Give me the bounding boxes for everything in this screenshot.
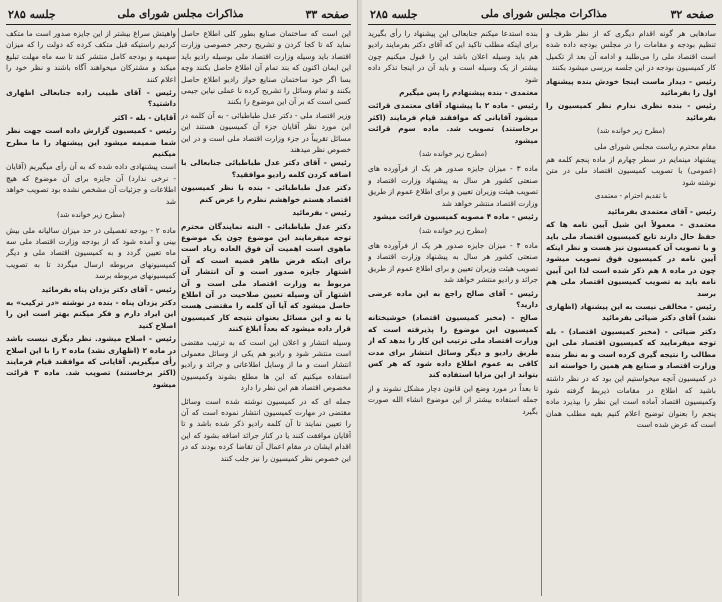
speaker-paragraph: رئیس - آقای دکتر عدل طباطبائی جنابعالی با اضافه کردن کلمه رادیو موافقید؟ (181, 158, 351, 179)
paragraph: وزیر اقتصاد ملی - دکتر عدل طباطبائی - به آن کلمه در این مورد نظر آقایان جزء آن کمیسیون هستند این مسائل تقریباً در جزء وزارت اقتصاد ملی است و در این خصوص نظر میدهند (181, 110, 351, 155)
speaker-paragraph: دکتر عدل طباطبائی - بنده با نظر کمیسیون اقتصاد هستم خواهشم نظرم را عرض کنم (181, 183, 351, 204)
paragraph: ماده ۲ - بودجه تفصیلی در حد میزان سالیانه ملی بیش بینی و آمده شود که از بودجه وزارت اقتصاد ملی سه ماه تعیین گردد و به کمیسیون اقتصاد ملی و دیگر کمیسیونهای مربوطه ارسال میگردد تا به تصویب کمیسیونهای مربوطه برسد (6, 225, 176, 281)
speaker-paragraph: معتمدی - بنده پیشنهادم را پس میگیرم (399, 88, 538, 98)
left-page-header (6, 4, 351, 25)
speaker-paragraph: رئیس - آقای دکتر یزدان پناه بفرمائید (41, 284, 176, 294)
left-page-right-column (181, 28, 351, 598)
right-page-right-column (546, 28, 716, 598)
paragraph: مقام محترم ریاست مجلس شورای ملی (594, 141, 716, 151)
paragraph: است پیشنهادی داده شده که به آن رأی میگیریم (آقایان - نرخی ندارد) آن جایزه برای آن موضوع که هیچ اطلاعات و جزئیات آن مشخص نشده بود تصویب خواهد شد (6, 162, 176, 206)
right-page (362, 0, 722, 602)
right-page-number: صفحه ۳۲ (670, 7, 714, 21)
centered-note: (مطرح زیر خوانده شد) (57, 211, 125, 220)
speaker-paragraph: آقایان - بله - اکثر (112, 112, 176, 122)
paragraph: واهیتش سراغ بیشتر از این جایزه صدور است ما متکف کردیم راستیکه قبل متکف کرده که دولت را که میزان سهمیه و بودجه کامل منتشر کند تا سه ماه مهلت تبلیغ میکند و مشترکان میخواهند آگاه باشند و نظر خود را اعلام کنند (6, 29, 176, 84)
right-page-session: جلسه ۲۸۵ (370, 7, 418, 21)
speaker-paragraph: رئیس - آقای معتمدی بفرمائید (607, 206, 716, 216)
right-page-left-column (368, 28, 538, 598)
speaker-paragraph: دکتر عدل طباطبائی - البته نمایندگان محترم توجه میفرمایند این موضوع چون یک موضوع ماهوی است اهمیت آن فوق العاده زیاد است برای اینکه فرض ظاهر قضیه است که آن اشتهار جایزه صدور است و آن انتشار آن مربوط به وزارت اقتصاد ملی است و آن اشتهار آن وسیله تعیین صلاحیت در آن اطلاع حاصل میشود که آیا آن کلمه را مقتضی هست یا نه و این مسائل بعنوان نتیجه کار کمیسیون قرار داده میشود که بعداً ابلاغ کنند (181, 221, 351, 334)
paragraph: ماده ۴ - میزان جایزه صدور هر یک از فرآورده های صنعتی کشور هر سال به پیشنهاد وزارت اقتصاد و تصویب هیئت وزیران تعیین و برای اطلاع عموم از طریق جرائد و رادیو منتشر خواهد شد (368, 240, 538, 285)
right-page-title: مذاکرات مجلس شورای ملی (481, 8, 608, 20)
centered-note: با تقدیم احترام - معتمدی (594, 192, 668, 201)
paragraph: وسیله انتشار و اعلان این است که به ترتیب مقتضی است منتشر شود و رادیو هم یکی از وسائل معمولی انتشار است و ما از وسایل اطلاعاتی و جرائد و رادیو استفاده میکنیم که این ها مطلع بشوند وکمیسیون مخصوص اقتصاد هم این نظر را دارد (181, 337, 351, 393)
paragraph: بنده استدعا میکنم جنابعالی این پیشنهاد را رأی بگیرید برای اینکه مطلب تاکید این که آقای دکتر بفرمایند رادیو هم باید وسیله اعلان باشد این را قبول میکنیم چون بیشتر از یک وسیله است و باید آن در اینجا تذکر داده شود (368, 29, 538, 84)
speaker-paragraph: رئیس - دیدار ماست اینجا خودش بنده پیشنهاد اول را بفرمائید (546, 76, 716, 98)
paragraph: جمله ای که در کمیسیون نوشته شده است وسائل مقتضی در مهارت کمیسیون انتشار نموده است که آن را تعیین نمایند تا آن کلمه رادیو ذکر شده باشد و تا آقایان موافقت کنند یا در کنار جرائد اضافه بشود که این اقدام ایشان در مقام اعمال آن تقاضا کرده بودند که در این خصوص نظر کمیسیون را نیز جلب کنند (181, 396, 351, 463)
speaker-paragraph: رئیس - آقای صالح راجع به این ماده عرضی دارید؟ (368, 288, 538, 309)
centered-note: (مطرح زیر خوانده شد) (419, 226, 487, 235)
speaker-paragraph: رئیس - اصلاح میشود. نظر دیگری نیست باشد در ماده ۲ (اظهاری نشد) ماده ۲ را با این اصلاح رأی میگیریم. آقایانی که موافقند قیام فرمایند (اکثر برخاستند) تصویب شد. ماده ۳ قرائت میشود (6, 334, 176, 389)
paragraph: در کمیسیون آنچه میخواستیم این بود که در نظر داشته باشید که اطلاع در مقامات ذیربط گرفته شود وکمیسیون اقتصاد آماده است این نظر را بپذیرد ماده پنجم را بعنوان توضیح اعلام کنیم بقیه مطلب همان است که عرض شده است (546, 374, 716, 429)
paragraph: این است که ساختمان صنایع بطور کلی اطلاع حاصل نماید که تا کجا کردن و تشریح رحجر خصوصی وزارت اقتصاد باید وسیله وزارت اقتصاد ملی بوسیله رادیو باید این ایمان اکنون که بند تمام آن اطلاع حاصل بکنند وچه بسا اگر خود ساختمان صنایع خواز رادیو اطلاع حاصل بکنند و تمام وسائل را تشریح کرده نا عملی نیاین جیمی کسی است که بر آن این موضوع را بکنند (181, 29, 351, 107)
paragraph: سادهایی هر گونه اقدام دیگری که از نظر ظرف و تنظیم بودجه و مقامات را در مجلس بودجه داده شده است اقتصاد ملی را می‌طلبد و ادامه آن بعد از تکمیل کار کمیسیون بودجه در این جلسه بررسی میشود بکنند (546, 29, 716, 73)
right-page-header (368, 4, 716, 25)
right-column-divider (541, 28, 542, 596)
left-page-left-column (6, 28, 176, 598)
speaker-paragraph: صالح - (مخبر کمیسیون اقتصاد) خوشبختانه کمیسیون این موضوع را پذیرفته است که وزارت اقتصاد ملی ترتیب این کار را بدهد که از طریق رادیو و دیگر وسائل انتشار برای مدت کافی به عموم اطلاع داده شود که هر کس بتواند از این مزایا استفاده کند (368, 313, 538, 380)
speaker-paragraph: رئیس - بنده نظری ندارم نظر کمیسیون را بفرمائید (546, 101, 716, 122)
paragraph: تا بعداً در مورد وضع این قانون دچار مشکل نشوند و از جمله استفاده بیشتر از این موضوع انشاء الله صورت بگیرد (368, 383, 538, 416)
speaker-paragraph: دکتر ضیائی - (مخبر کمیسیون اقتصاد) - بله توجه میفرمایید که کمیسیون اقتصاد ملی این مطالب را نتیجه گیری کرده است و به نظر بنده وزارت اقتصاد و صنایع هم همین را خواسته اند (546, 326, 716, 370)
paragraph: ماده ۳ - میزان جایزه صدور هر یک از فرآورده های صنعتی کشور هر سال به پیشنهاد وزارت اقتصاد و تصویب هیئت وزیران تعیین و برای اطلاع عموم از طریق وزارت اقتصاد منتشر خواهد شد (368, 164, 538, 208)
left-page-title: مذاکرات مجلس شورای ملی (117, 8, 244, 20)
speaker-paragraph: معتمدی - معمولاً این شیل آیین نامه ها که حفظ حال دارند تابع کمیسیون اقتصاد ملی باید و با تصویب آن کمیسیون نیز هست و نظر اینکه آیین نامه در کمیسیون فوق تصویب میشود چون در ماده ۸ هم ذکر شده است لذا این آیین نامه باید به تصویب کمیسیون اقتصاد ملی هم برسد (546, 220, 716, 298)
speaker-paragraph: رئیس - آقای طبیب زاده جنابعالی اظهاری داشتید؟ (6, 88, 176, 109)
speaker-paragraph: رئیس - ماده ۴ مصوبه کمیسیون قرائت میشود (372, 212, 538, 222)
left-page-number: صفحه ۳۳ (305, 7, 349, 21)
speaker-paragraph: رئیس - ماده ۲ با پیشنهاد آقای معتمدی قرائت میشود آقایانی که موافقند قیام فرمایند (اکثر برخاستند) تصویب شد. ماده سوم قرائت میشود (368, 101, 538, 145)
left-page-session: جلسه ۲۸۵ (8, 7, 56, 21)
left-page (0, 0, 358, 602)
speaker-paragraph: رئیس - کمیسیون گزارش داده است جهت نظر شما ضمیمه میشود این پیشنهاد را ما مطرح میکنیم (6, 126, 176, 159)
centered-note: (مطرح زیر خوانده شد) (419, 150, 487, 159)
speaker-paragraph: رئیس - بفرمائید (292, 208, 351, 218)
centered-note: (مطرح زیر خوانده شد) (597, 127, 665, 136)
speaker-paragraph: دکتر یزدان پناه - بنده در نوشته «در ترکیب» به این ایراد دارم و فکر میکنم بهتر است این را اصلاح کنید (6, 297, 176, 330)
paragraph: پیشنهاد مینمایم در سطر چهارم از ماده پنجم کلمه هم (عمومی) با تصویب کمیسیون اقتصاد ملی در متن نوشته شود (546, 155, 716, 187)
left-column-divider (178, 28, 179, 596)
speaker-paragraph: رئیس - مخالفی نیست به این پیشنهاد (اظهاری نشد) آقای دکتر ضیائی بفرمائید (546, 301, 716, 323)
